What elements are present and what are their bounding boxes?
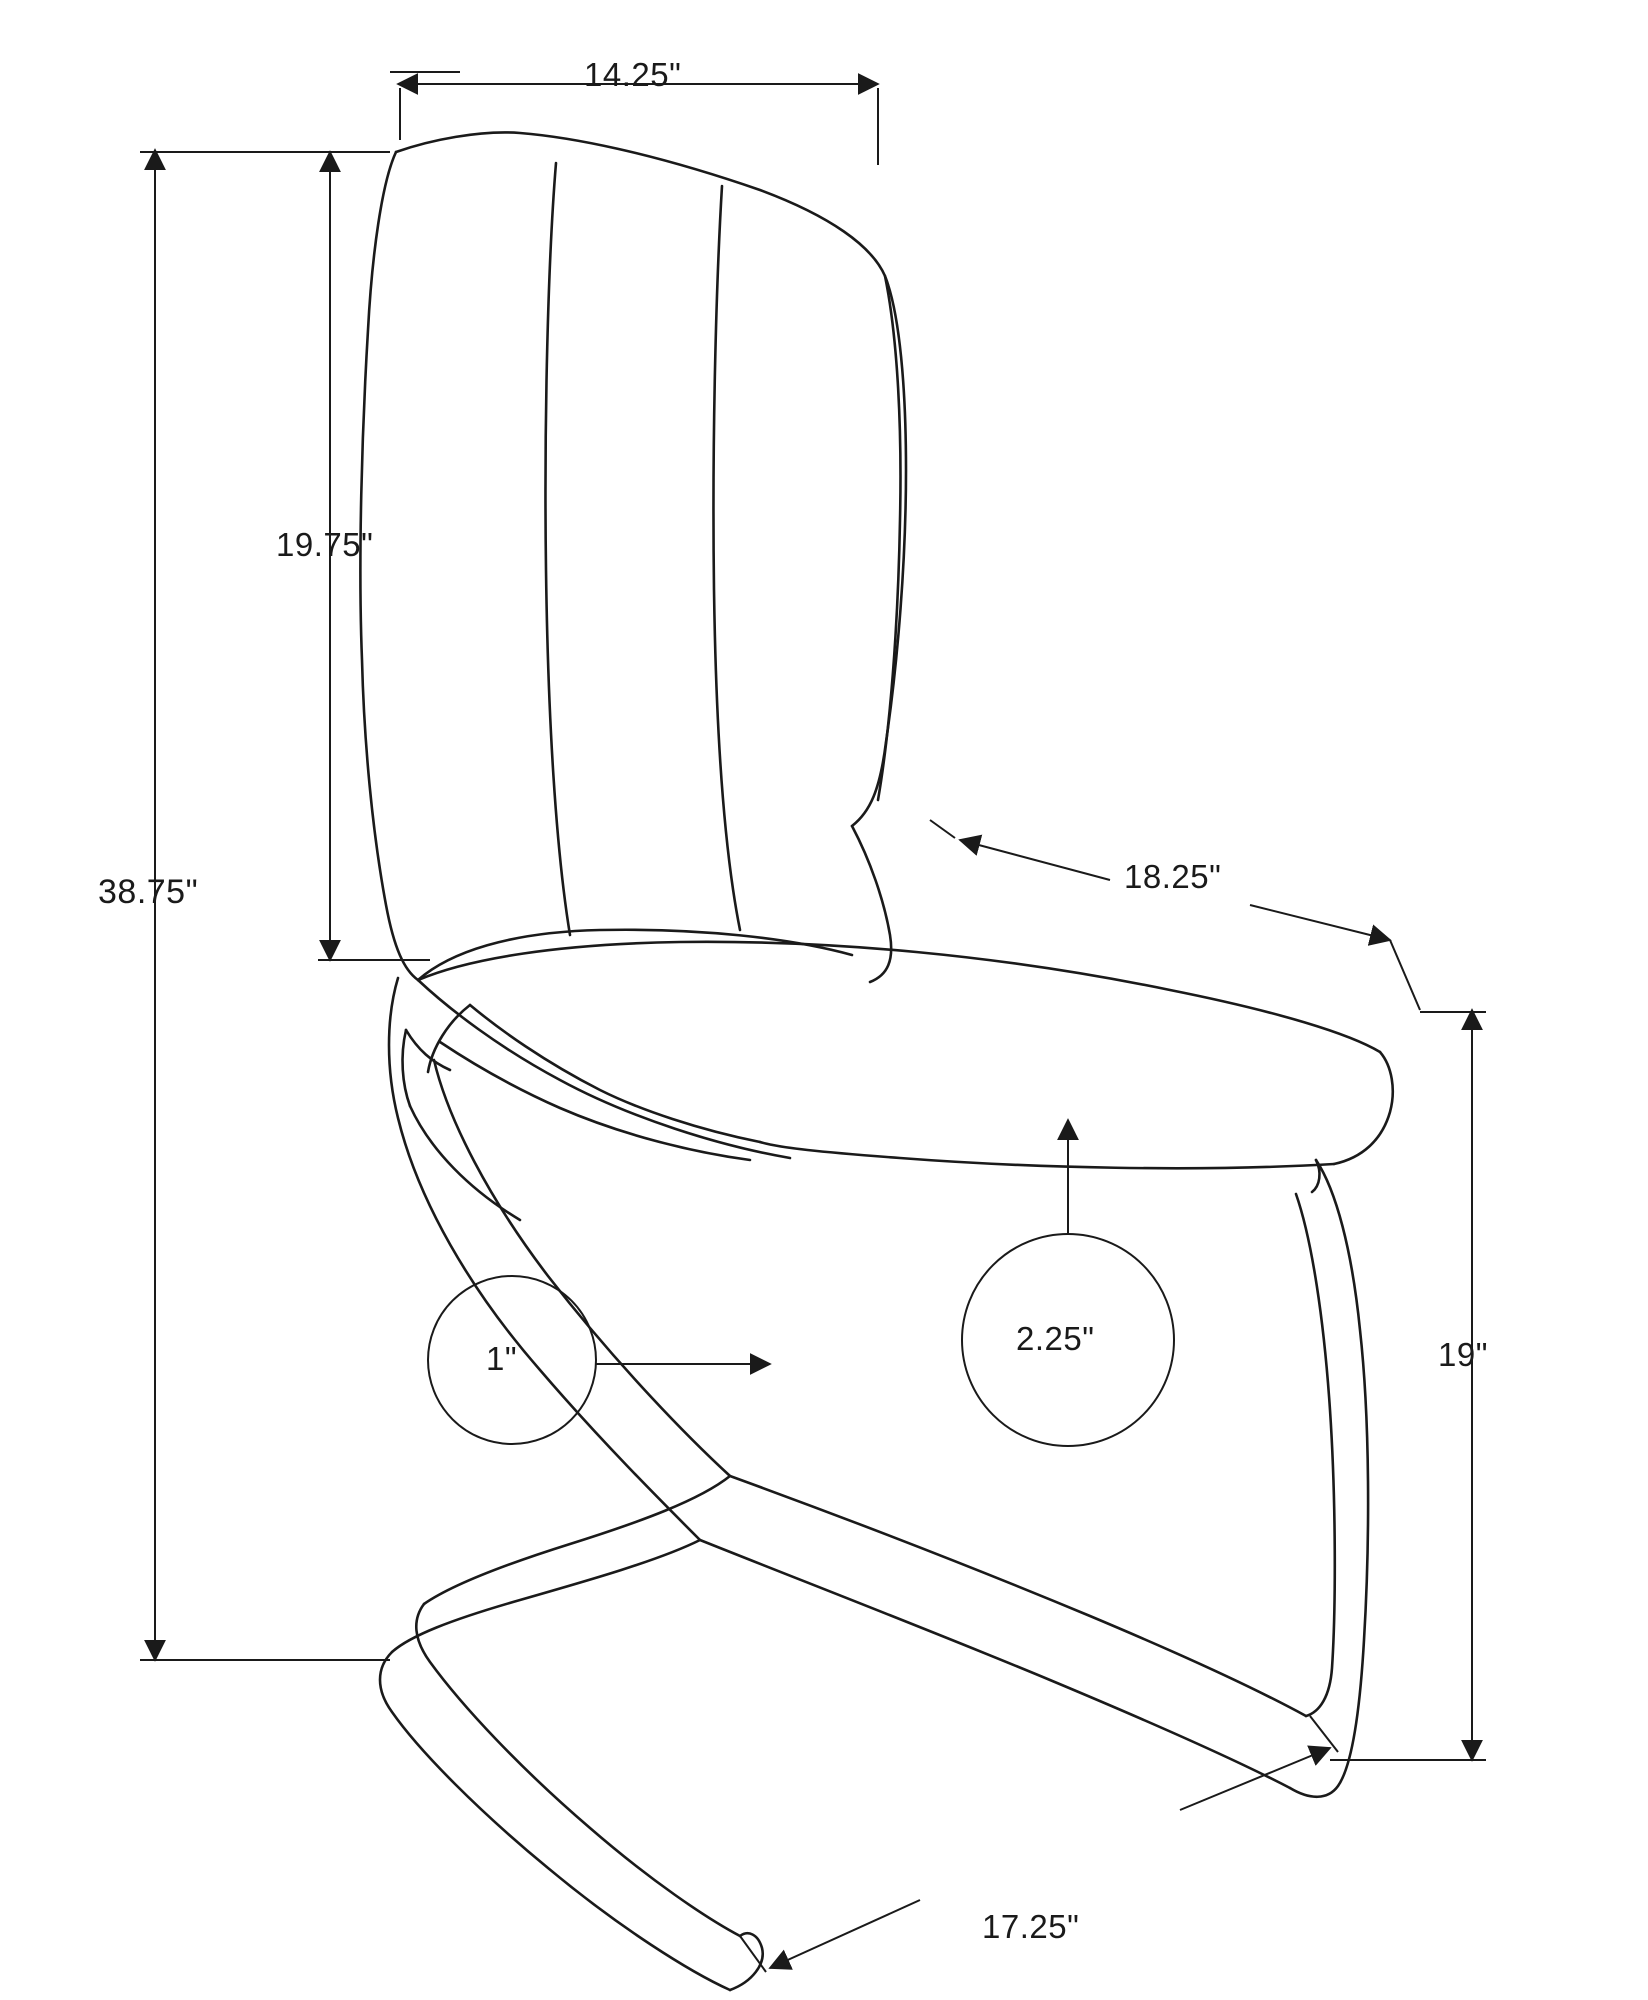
dimension-label-frame-thickness: 1" <box>486 1340 518 1377</box>
dimension-lines <box>140 72 1486 1972</box>
dimension-label-width-top: 14.25" <box>584 56 682 93</box>
dimension-label-seat-height: 19" <box>1438 1336 1488 1373</box>
dimension-label-back-height: 19.75" <box>276 526 374 563</box>
chair-outline <box>360 132 1392 1990</box>
dimension-label-base-depth: 17.25" <box>982 1908 1080 1945</box>
dimension-label-seat-depth: 18.25" <box>1124 858 1222 895</box>
dimension-label-overall-height: 38.75" <box>98 873 199 911</box>
dimension-label-seat-thickness: 2.25" <box>1016 1320 1095 1357</box>
